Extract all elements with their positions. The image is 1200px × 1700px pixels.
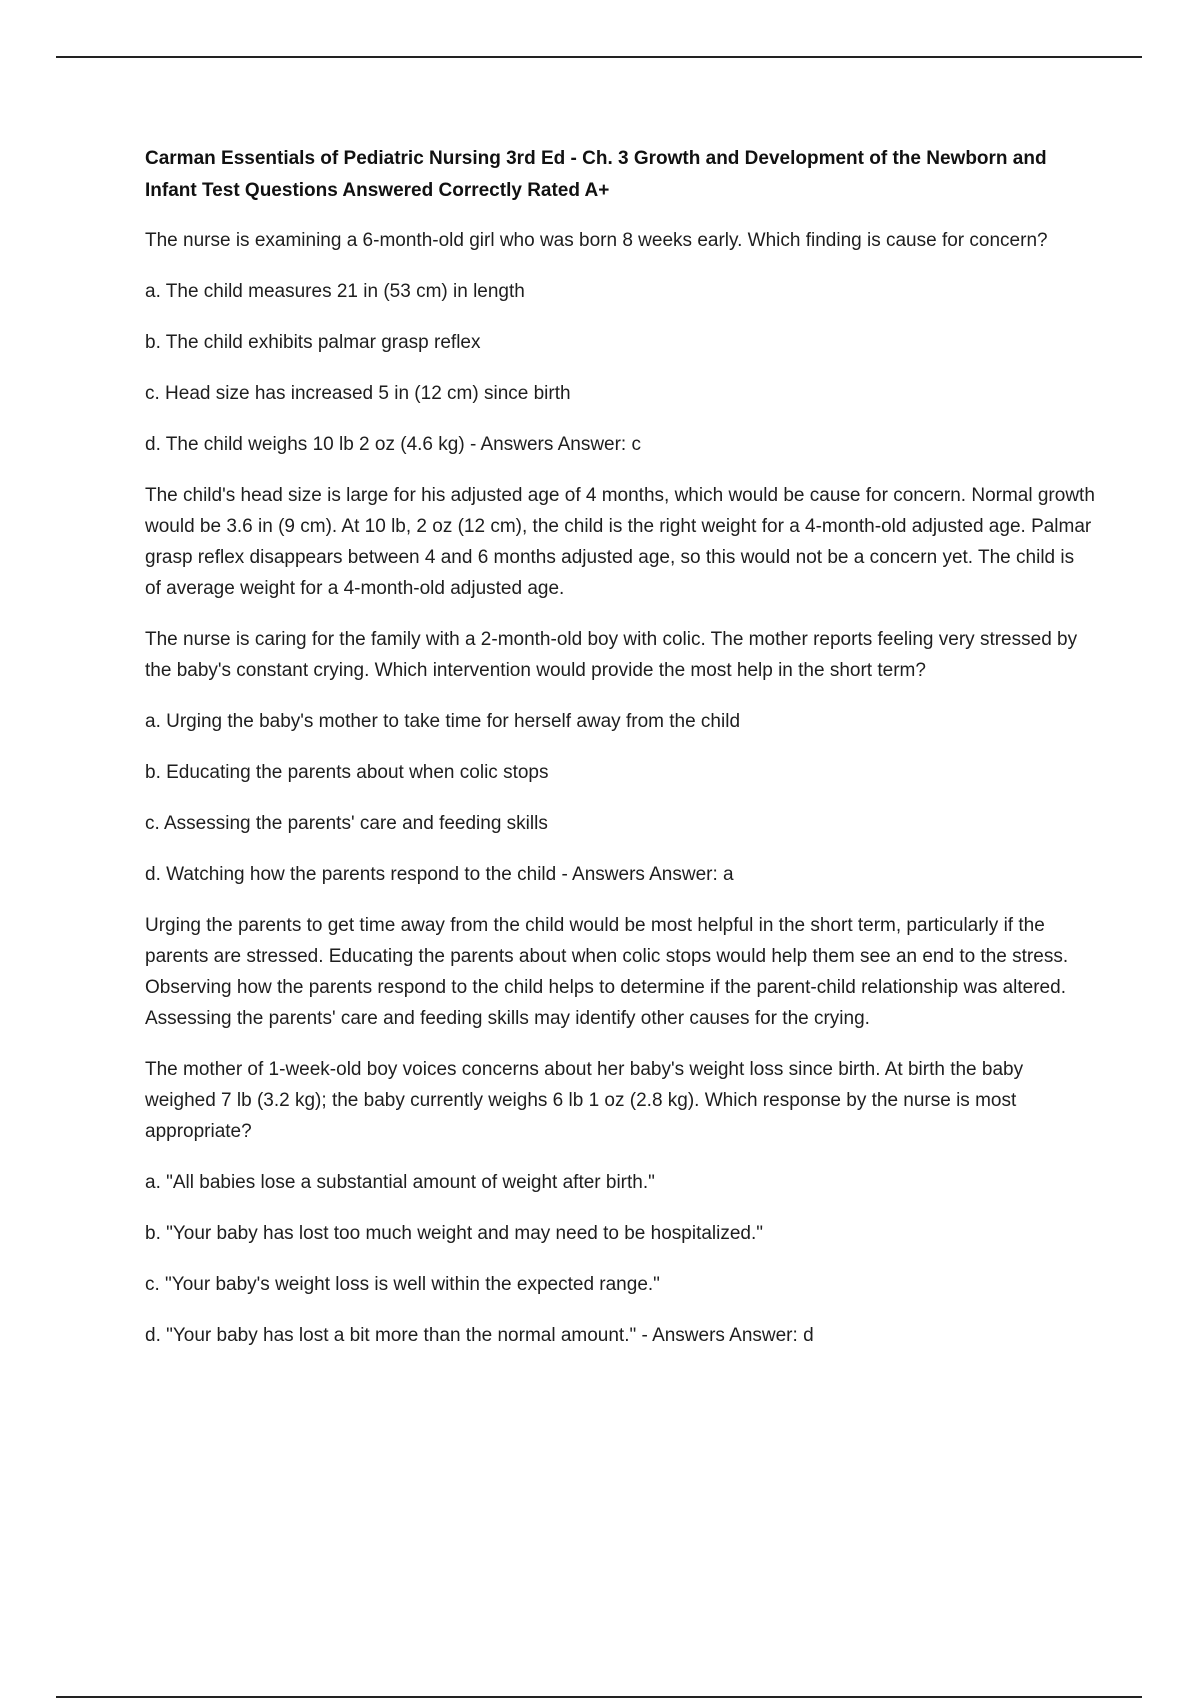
question-1-option-d: d. The child weighs 10 lb 2 oz (4.6 kg) - Answers Answer: c xyxy=(145,434,641,455)
question-3-option-c: c. "Your baby's weight loss is well within the expected range." xyxy=(145,1274,660,1295)
question-3-text: The mother of 1-week-old boy voices concerns about her baby's weight loss since birth. At birth the baby weighed 7 lb (3.2 kg); the baby currently weighs 6 lb 1 oz (2.8 kg). Which response by the nurse is most appropriate? xyxy=(145,1059,1024,1142)
question-2-option-a: a. Urging the baby's mother to take time for herself away from the child xyxy=(145,711,741,732)
question-1-option-c: c. Head size has increased 5 in (12 cm) since birth xyxy=(145,383,571,404)
question-1-option-b: b. The child exhibits palmar grasp reflex xyxy=(145,332,481,353)
document-title: Carman Essentials of Pediatric Nursing 3rd Ed - Ch. 3 Growth and Development of the Newborn and Infant Test Questions Answered Correctly Rated A+ xyxy=(145,148,1047,201)
question-2-option-c: c. Assessing the parents' care and feeding skills xyxy=(145,813,548,834)
question-3-option-b: b. "Your baby has lost too much weight and may need to be hospitalized." xyxy=(145,1223,764,1244)
question-3-option-d: d. "Your baby has lost a bit more than the normal amount." - Answers Answer: d xyxy=(145,1325,814,1346)
question-2-text: The nurse is caring for the family with a 2-month-old boy with colic. The mother reports feeling very stressed by the baby's constant crying. Which intervention would provide the most help in the short term? xyxy=(145,629,1078,681)
question-3-option-a: a. "All babies lose a substantial amount of weight after birth." xyxy=(145,1172,655,1193)
question-1-option-a: a. The child measures 21 in (53 cm) in length xyxy=(145,281,525,302)
top-rule xyxy=(56,56,1142,58)
bottom-rule xyxy=(56,1696,1142,1698)
question-2-rationale: Urging the parents to get time away from the child would be most helpful in the short term, particularly if the parents are stressed. Educating the parents about when colic stops would help them see an end to the stress. Observing how the parents respond to the child helps to determine if the parent-child relationship was altered. Assessing the parents' care and feeding skills may identify other causes for the crying. xyxy=(145,915,1069,1029)
question-2-option-b: b. Educating the parents about when colic stops xyxy=(145,762,549,783)
document-body xyxy=(145,143,1095,1371)
question-1-text: The nurse is examining a 6-month-old girl who was born 8 weeks early. Which finding is cause for concern? xyxy=(145,230,1048,251)
question-1-rationale: The child's head size is large for his adjusted age of 4 months, which would be cause for concern. Normal growth would be 3.6 in (9 cm). At 10 lb, 2 oz (12 cm), the child is the right weight for a 4-month-old adjusted age. Palmar grasp reflex disappears between 4 and 6 months adjusted age, so this would not be a concern yet. The child is of average weight for a 4-month-old adjusted age. xyxy=(145,485,1095,599)
question-2-option-d: d. Watching how the parents respond to the child - Answers Answer: a xyxy=(145,864,734,885)
